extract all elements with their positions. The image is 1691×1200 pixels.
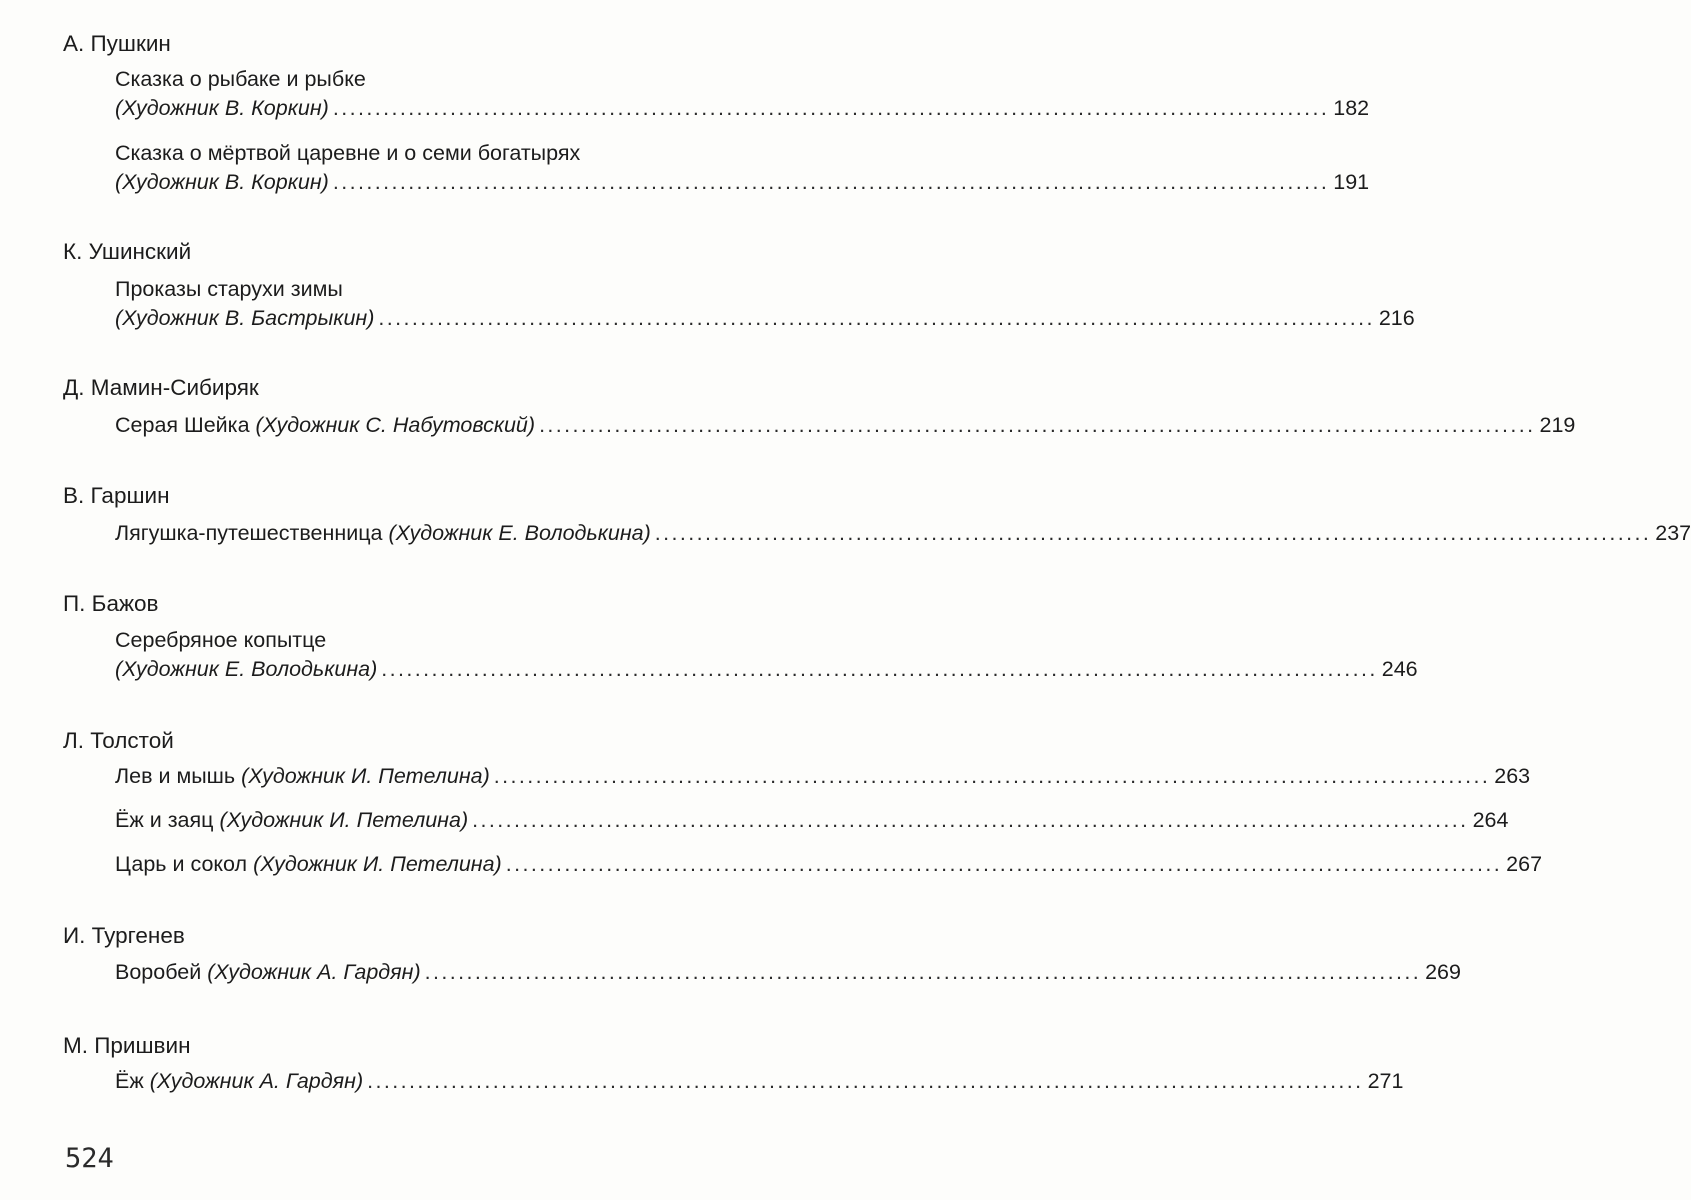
illustrator-credit: (Художник А. Гардян): [207, 960, 421, 984]
author-heading: П. Бажов: [63, 591, 159, 616]
toc-entry[interactable]: [115, 655, 1418, 683]
toc-entry[interactable]: [115, 94, 1370, 122]
toc-entry[interactable]: [115, 958, 1461, 986]
toc-entry[interactable]: [115, 519, 1691, 547]
dot-leader: .......................................................................................................................: [381, 657, 1378, 681]
author-heading: И. Тургенев: [63, 923, 185, 948]
illustrator-credit: (Художник С. Набутовский): [255, 413, 536, 437]
illustrator-credit: (Художник В. Коркин): [115, 170, 329, 194]
page-number: 246: [1381, 657, 1418, 681]
author-heading: М. Пришвин: [63, 1033, 191, 1058]
toc-entry[interactable]: [115, 411, 1576, 439]
toc-entry[interactable]: [115, 304, 1415, 332]
dot-leader: .......................................................................................................................: [332, 96, 1330, 120]
toc-entry[interactable]: [115, 762, 1531, 790]
story-title: Сказка о рыбаке и рыбке: [115, 67, 366, 91]
page-number: 182: [1333, 96, 1370, 120]
dot-leader: .......................................................................................................................: [539, 413, 1536, 437]
dot-leader: .......................................................................................................................: [424, 960, 1422, 984]
illustrator-credit: (Художник Е. Володькина): [388, 521, 651, 545]
page-number: 191: [1333, 170, 1370, 194]
page-number: 216: [1378, 306, 1415, 330]
dot-leader: .......................................................................................................................: [378, 306, 1375, 330]
folio-page-number: 524: [65, 1143, 114, 1174]
author-heading: Д. Мамин-Сибиряк: [63, 375, 259, 400]
illustrator-credit: (Художник В. Коркин): [115, 96, 329, 120]
dot-leader: .......................................................................................................................: [493, 764, 1491, 788]
illustrator-credit: (Художник Е. Володькина): [115, 657, 378, 681]
story-title: Воробей: [115, 960, 202, 984]
story-title: Серебряное копытце: [115, 628, 327, 652]
illustrator-credit: (Художник А. Гардян): [149, 1069, 364, 1093]
story-title: Ёж: [115, 1069, 144, 1093]
dot-leader: .......................................................................................................................: [332, 170, 1330, 194]
page-number: 237: [1655, 521, 1691, 545]
dot-leader: .......................................................................................................................: [367, 1069, 1364, 1093]
author-heading: А. Пушкин: [63, 31, 171, 56]
page-number: 219: [1539, 413, 1576, 437]
toc-entry[interactable]: [115, 1067, 1404, 1095]
author-heading: Л. Толстой: [63, 728, 174, 753]
illustrator-credit: (Художник В. Бастрыкин): [115, 306, 375, 330]
toc-entry[interactable]: [115, 168, 1370, 196]
story-title: Лев и мышь: [115, 764, 236, 788]
story-title: Царь и сокол: [115, 852, 248, 876]
page-number: 269: [1425, 960, 1461, 984]
author-heading: К. Ушинский: [63, 239, 192, 264]
story-title: Проказы старухи зимы: [115, 277, 343, 301]
author-heading: В. Гаршин: [63, 483, 170, 508]
dot-leader: .......................................................................................................................: [654, 521, 1652, 545]
toc-entry[interactable]: [115, 850, 1543, 878]
story-title: Ёж и заяц: [115, 808, 214, 832]
illustrator-credit: (Художник И. Петелина): [241, 764, 490, 788]
page-number: 263: [1494, 764, 1531, 788]
dot-leader: .......................................................................................................................: [505, 852, 1503, 876]
page-number: 267: [1506, 852, 1543, 876]
story-title: Сказка о мёртвой царевне и о семи богатырях: [115, 141, 581, 165]
page-number: 264: [1472, 808, 1509, 832]
toc-entry[interactable]: [115, 806, 1509, 834]
page-number: 271: [1367, 1069, 1404, 1093]
illustrator-credit: (Художник И. Петелина): [219, 808, 469, 832]
story-title: Лягушка-путешественница: [115, 521, 383, 545]
dot-leader: .......................................................................................................................: [472, 808, 1469, 832]
illustrator-credit: (Художник И. Петелина): [253, 852, 502, 876]
story-title: Серая Шейка: [115, 413, 250, 437]
